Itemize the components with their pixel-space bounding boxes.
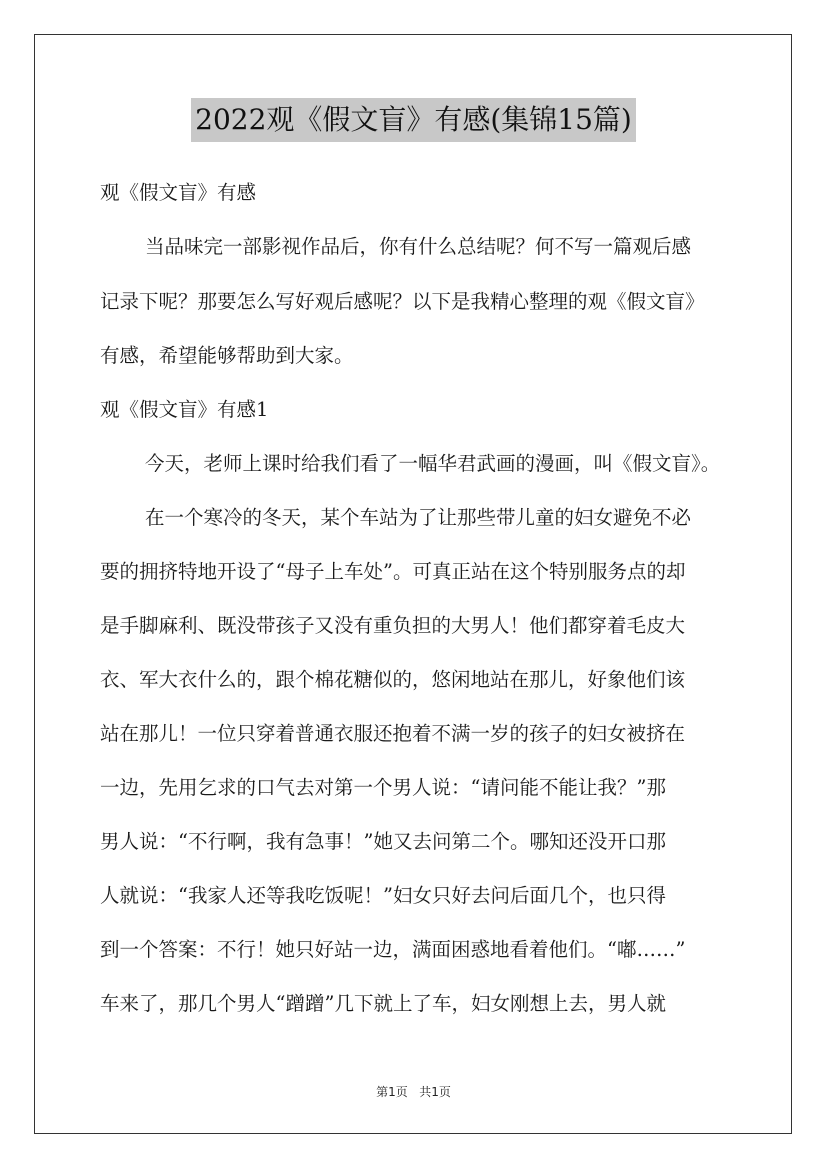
paragraph-line: 有感，希望能够帮助到大家。: [100, 344, 354, 367]
paragraph-line: 今天，老师上课时给我们看了一幅华君武画的漫画，叫《假文盲》。: [145, 452, 721, 475]
paragraph-line: 车来了，那几个男人“蹭蹭”几下就上了车，妇女刚想上去，男人就: [100, 992, 666, 1015]
section-heading: 观《假文盲》有感1: [100, 398, 269, 421]
paragraph-line: 人就说：“我家人还等我吃饭呢！”妇女只好去问后面几个，也只得: [100, 884, 666, 907]
section-heading: 观《假文盲》有感: [100, 181, 257, 204]
title-container: [0, 98, 827, 142]
page-number: 第1页: [376, 1085, 408, 1099]
paragraph-line: 站在那儿！一位只穿着普通衣服还抱着不满一岁的孩子的妇女被挤在: [100, 722, 686, 745]
paragraph-line: 男人说：“不行啊，我有急事！”她又去问第二个。哪知还没开口那: [100, 830, 666, 853]
paragraph-line: 当品味完一部影视作品后，你有什么总结呢？何不写一篇观后感: [145, 235, 692, 258]
paragraph-line: 是手脚麻利、既没带孩子又没有重负担的大男人！他们都穿着毛皮大: [100, 614, 686, 637]
paragraph-line: 记录下呢？那要怎么写好观后感呢？以下是我精心整理的观《假文盲》: [100, 290, 705, 313]
paragraph-line: 到一个答案：不行！她只好站一边，满面困惑地看着他们。“嘟……”: [100, 938, 686, 961]
paragraph-line: 要的拥挤特地开设了“母子上车处”。可真正站在这个特别服务点的却: [100, 560, 686, 583]
page-footer: [0, 1084, 827, 1100]
paragraph-line: 一边，先用乞求的口气去对第一个男人说：“请问能不能让我？”那: [100, 776, 666, 799]
paragraph-line: 在一个寒冷的冬天，某个车站为了让那些带儿童的妇女避免不必: [145, 506, 692, 529]
page-total: 共1页: [419, 1085, 451, 1099]
document-title: 2022观《假文盲》有感(集锦15篇): [191, 98, 636, 142]
paragraph-line: 衣、军大衣什么的，跟个棉花糖似的，悠闲地站在那儿，好象他们该: [100, 668, 686, 691]
